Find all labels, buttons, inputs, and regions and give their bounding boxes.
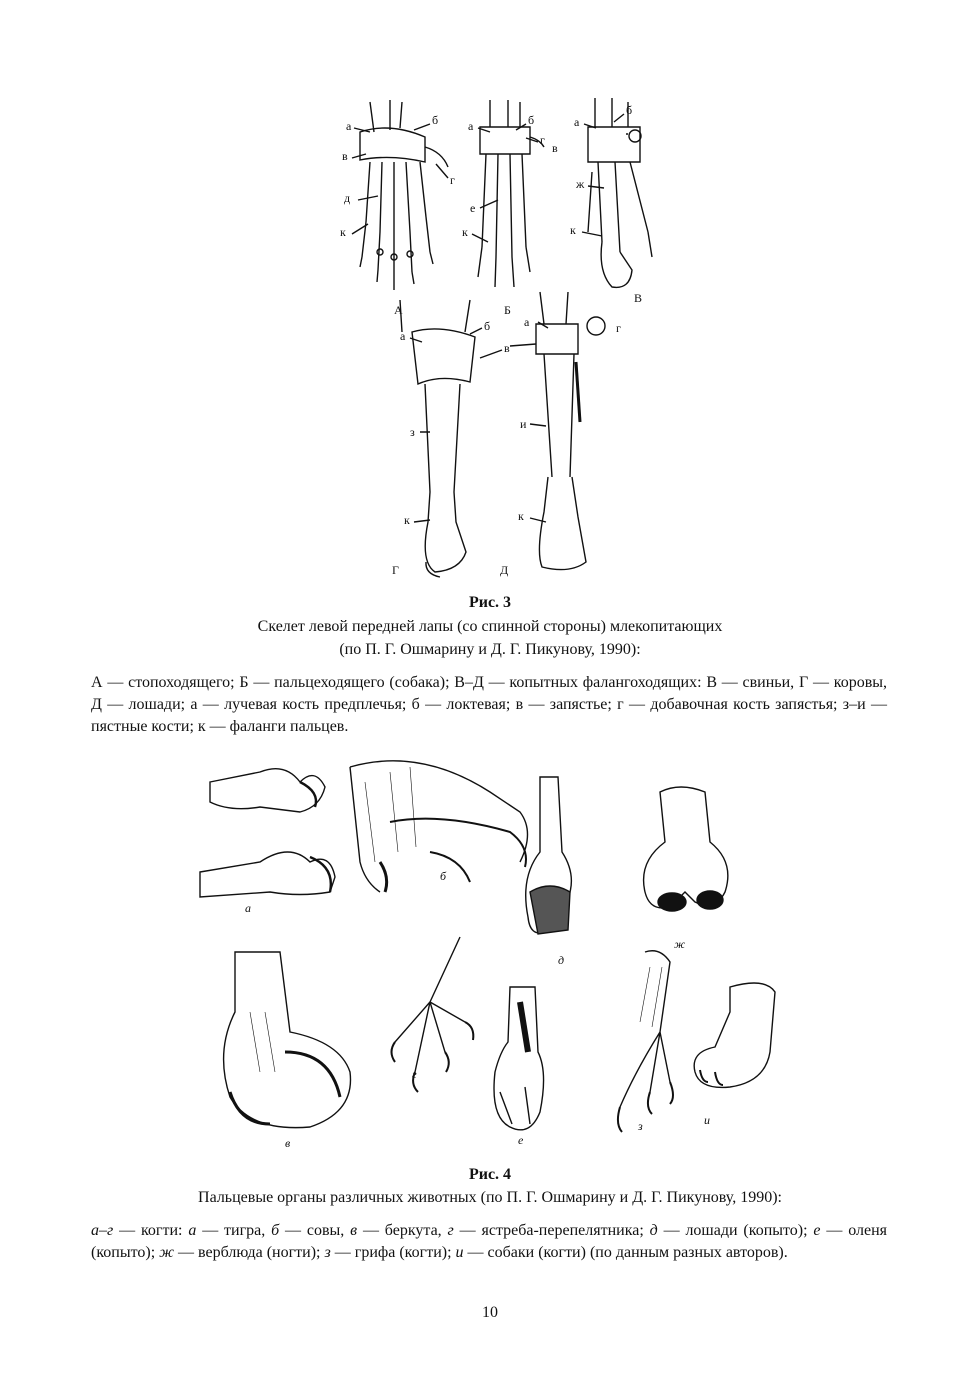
part-label: г <box>616 321 621 335</box>
part-label: е <box>470 201 476 215</box>
panel-a-claws-drawing <box>200 769 335 897</box>
figure-4-title: Рис. 4 <box>468 1166 512 1183</box>
legend-letter: д <box>649 1222 658 1239</box>
legend-letter: а <box>188 1222 197 1239</box>
panel-label-b: Б <box>504 303 511 317</box>
part-label: б <box>626 103 633 117</box>
panel-zh-camel-drawing <box>644 787 728 911</box>
part-label: а <box>346 119 352 133</box>
legend-letter: е <box>813 1222 821 1239</box>
part-label: б <box>484 319 491 333</box>
part-label: б <box>528 113 535 127</box>
legend-text: — лошади (копыто); <box>657 1222 814 1239</box>
legend-letter: ж <box>159 1244 175 1261</box>
legend-text: — оленя (копыто); <box>91 1222 888 1261</box>
panel-label: г <box>412 1067 417 1081</box>
figure-4-caption-line1: Пальцевые органы различных животных (по П. Г. Ошмарину и Д. Г. Пикунову, 1990): <box>198 1189 782 1206</box>
legend-letter: з <box>324 1244 331 1261</box>
legend-letter: б <box>271 1222 280 1239</box>
figure-3-caption-line2: (по П. Г. Ошмарину и Д. Г. Пикунову, 1990): <box>339 641 641 658</box>
legend-text: — беркута, <box>357 1222 448 1239</box>
part-label: з <box>410 425 415 439</box>
panel-i-dog-drawing <box>694 983 775 1087</box>
legend-text: — верблюда (ногти); <box>174 1244 325 1261</box>
part-label: в <box>342 149 348 163</box>
panel-label: д <box>558 953 565 967</box>
page-number: 10 <box>482 1304 498 1321</box>
part-label: д <box>344 191 351 205</box>
panel-label-g: Г <box>392 563 399 577</box>
legend-letter: а–г <box>91 1222 114 1239</box>
part-label: г <box>540 133 545 147</box>
panel-z-vulture-drawing <box>618 951 673 1132</box>
panel-label: з <box>638 1119 643 1133</box>
panel-g-hawk-drawing <box>392 937 474 1092</box>
panel-a-drawing <box>360 100 448 290</box>
panel-label: в <box>285 1136 291 1150</box>
figure-3-legend: А — стопоходящего; Б — пальцеходящего (собака); В–Д — копытных фалангоходящих: В — свиньи, Г — коровы, Д — лошади; а — лучевая кость предплечья; б — локтевая; в — запястье; г — добавочная кость запястья; з–и — пястные кости; к — фаланги пальцев. <box>91 674 887 735</box>
legend-text: — грифа (когти); <box>330 1244 456 1261</box>
legend-letter: г <box>447 1222 454 1239</box>
part-label: а <box>524 315 530 329</box>
part-label: а <box>400 329 406 343</box>
panel-label-d: Д <box>500 563 509 577</box>
part-label: к <box>570 223 576 237</box>
part-label: к <box>404 513 410 527</box>
part-label: и <box>520 417 527 431</box>
panel-v-eagle-drawing <box>224 952 351 1128</box>
figure-3-caption-line1: Скелет левой передней лапы (со спинной стороны) млекопитающих <box>257 618 723 635</box>
panel-b-drawing <box>478 100 544 287</box>
panel-label: и <box>704 1113 710 1127</box>
panel-e-deer-drawing <box>494 987 544 1130</box>
legend-text: — собаки (когти) (по данным разных авторов). <box>463 1244 788 1261</box>
part-label: а <box>574 115 580 129</box>
part-label: к <box>340 225 346 239</box>
part-label: ж <box>576 177 585 191</box>
part-label: в <box>552 141 558 155</box>
panel-label: ж <box>674 937 686 951</box>
legend-text: — ястреба-перепелятника; <box>453 1222 650 1239</box>
panel-v-drawing <box>588 98 652 287</box>
figure-4-digit-organs-drawing <box>190 752 790 1152</box>
legend-text: — тигра, <box>196 1222 272 1239</box>
figure-4-legend <box>91 1220 887 1264</box>
figure-3-skeleton-drawing <box>330 92 670 592</box>
panel-label-a: А <box>394 303 403 317</box>
part-label: к <box>518 509 524 523</box>
part-label: г <box>450 173 455 187</box>
panel-b-owl-drawing <box>350 761 528 892</box>
part-label: к <box>462 225 468 239</box>
legend-letter: и <box>455 1244 464 1261</box>
panel-label-v: В <box>634 291 643 305</box>
part-label: в <box>504 341 510 355</box>
panel-d-drawing <box>536 292 605 570</box>
legend-text: — когти: <box>113 1222 189 1239</box>
legend-text: — совы, <box>279 1222 351 1239</box>
legend-letter: в <box>350 1222 358 1239</box>
panel-label: а <box>245 901 251 915</box>
part-label: а <box>468 119 474 133</box>
panel-d-hoof-drawing <box>526 777 572 934</box>
part-label: б <box>432 113 439 127</box>
panel-label: е <box>518 1133 524 1147</box>
panel-label: б <box>440 869 447 883</box>
figure-3-title: Рис. 3 <box>468 594 512 611</box>
